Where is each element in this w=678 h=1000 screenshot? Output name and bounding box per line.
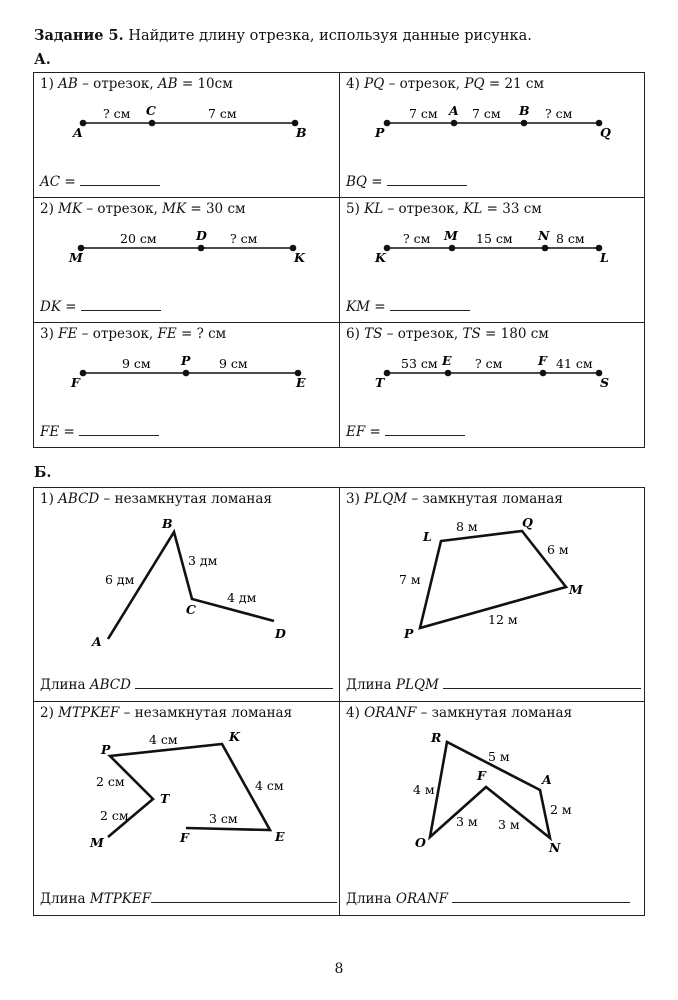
measure-label: 2 м	[550, 802, 572, 817]
measure-label: 2 см	[100, 808, 129, 823]
polyline-figure	[34, 702, 339, 915]
point-label: M	[569, 582, 583, 597]
measure-label: ? см	[230, 231, 258, 246]
point-label: F	[71, 375, 80, 390]
cell-heading: 3) FE – отрезок, FE = ? см	[40, 326, 227, 342]
point-label: E	[275, 829, 285, 844]
cell-b2	[34, 702, 340, 916]
point-label: P	[404, 626, 414, 641]
cell-heading: 1) AB – отрезок, AB = 10см	[40, 76, 233, 92]
answer-blank[interactable]	[151, 890, 337, 903]
cell-heading: 5) KL – отрезок, KL = 33 см	[346, 201, 542, 217]
answer-blank[interactable]	[81, 298, 161, 311]
point-label: L	[600, 250, 609, 265]
point-label: K	[375, 250, 386, 265]
cell-heading: 4) PQ – отрезок, PQ = 21 см	[346, 76, 544, 92]
measure-label: 6 дм	[105, 572, 135, 587]
point-label: P	[181, 353, 191, 368]
point-label: A	[542, 772, 552, 787]
task-label: Задание 5.	[34, 27, 124, 44]
broken-line	[108, 744, 270, 837]
cell-a5	[340, 198, 645, 323]
point-label: P	[375, 125, 385, 140]
point-label: F	[538, 353, 547, 368]
cell-heading: 6) TS – отрезок, TS = 180 см	[346, 326, 549, 342]
point-label: E	[442, 353, 452, 368]
point-label: B	[162, 516, 173, 531]
point-label: M	[444, 228, 458, 243]
measure-label: 3 дм	[188, 553, 218, 568]
measure-label: ? см	[545, 106, 573, 121]
point-label: Q	[600, 125, 611, 140]
point-label: R	[431, 730, 442, 745]
answer-line: Длина ORANF	[346, 890, 630, 907]
answer-line: Длина ABCD	[40, 676, 333, 693]
answer-blank[interactable]	[135, 676, 333, 689]
answer-blank[interactable]	[80, 173, 160, 186]
point-label: N	[549, 840, 561, 855]
answer-blank[interactable]	[385, 423, 465, 436]
measure-label: 3 м	[456, 814, 478, 829]
measure-label: 6 м	[547, 542, 569, 557]
measure-label: 7 см	[208, 106, 237, 121]
polyline-figure	[340, 488, 644, 701]
point-label: A	[73, 125, 83, 140]
measure-label: 8 см	[556, 231, 585, 246]
measure-label: 15 см	[476, 231, 513, 246]
measure-label: 9 см	[219, 356, 248, 371]
answer-blank[interactable]	[387, 173, 467, 186]
point-label: S	[600, 375, 610, 390]
point-label: D	[275, 626, 286, 641]
measure-label: 9 см	[122, 356, 151, 371]
answer-line: KM =	[346, 298, 470, 315]
measure-label: 4 см	[149, 732, 178, 747]
point-label: D	[196, 228, 207, 243]
answer-blank[interactable]	[390, 298, 470, 311]
measure-label: 7 м	[399, 572, 421, 587]
answer-line: FE =	[40, 423, 159, 440]
measure-label: 7 см	[409, 106, 438, 121]
measure-label: 12 м	[488, 612, 518, 627]
point-label: O	[415, 835, 426, 850]
answer-line: AC =	[40, 173, 160, 190]
cell-heading: 4) ORANF – замкнутая ломаная	[346, 705, 573, 721]
task-text: Найдите длину отрезка, используя данные рисунка.	[128, 28, 532, 44]
point-label: T	[375, 375, 385, 390]
cell-a6	[340, 323, 645, 448]
measure-label: 3 см	[209, 811, 238, 826]
measure-label: 4 см	[255, 778, 284, 793]
measure-label: 8 м	[456, 519, 478, 534]
answer-line: EF =	[346, 423, 465, 440]
measure-label: 4 дм	[227, 590, 257, 605]
point-label: E	[296, 375, 306, 390]
answer-line: Длина MTPKEF	[40, 890, 337, 907]
point-label: F	[477, 768, 486, 783]
part-b-label: Б.	[34, 464, 52, 481]
cell-a4	[340, 73, 645, 198]
part-b-table	[33, 487, 645, 916]
point-label: P	[101, 742, 111, 757]
polyline-figure	[34, 488, 339, 701]
answer-blank[interactable]	[79, 423, 159, 436]
point-label: T	[160, 791, 170, 806]
cell-a1	[34, 73, 340, 198]
point-label: C	[186, 602, 196, 617]
task-heading	[34, 27, 532, 44]
answer-line: DK =	[40, 298, 161, 315]
answer-blank[interactable]	[443, 676, 641, 689]
measure-label: 41 см	[556, 356, 593, 371]
measure-label: 53 см	[401, 356, 438, 371]
part-a-label: А.	[34, 51, 51, 68]
point-label: M	[90, 835, 104, 850]
point-label: F	[180, 830, 189, 845]
measure-label: 3 м	[498, 817, 520, 832]
part-a-table	[33, 72, 645, 448]
measure-label: 4 м	[413, 782, 435, 797]
point-dot	[149, 120, 156, 127]
cell-heading: 1) ABCD – незамкнутая ломаная	[40, 491, 272, 507]
answer-line: Длина PLQM	[346, 676, 641, 693]
page-number: 8	[334, 961, 344, 977]
cell-b3	[340, 488, 645, 702]
answer-line: BQ =	[346, 173, 467, 190]
measure-label: 7 см	[472, 106, 501, 121]
point-label: Q	[522, 515, 533, 530]
point-label: A	[449, 103, 459, 118]
point-label: N	[538, 228, 550, 243]
point-label: C	[146, 103, 156, 118]
point-label: B	[519, 103, 530, 118]
point-label: M	[69, 250, 83, 265]
point-label: A	[92, 634, 102, 649]
point-label: B	[296, 125, 307, 140]
cell-a2	[34, 198, 340, 323]
point-label: K	[229, 729, 240, 744]
cell-heading: 3) PLQM – замкнутая ломаная	[346, 491, 563, 507]
cell-b1	[34, 488, 340, 702]
measure-label: ? см	[103, 106, 131, 121]
point-label: L	[423, 529, 432, 544]
measure-label: ? см	[475, 356, 503, 371]
measure-label: 20 см	[120, 231, 157, 246]
cell-a3	[34, 323, 340, 448]
cell-heading: 2) MTPKEF – незамкнутая ломаная	[40, 705, 293, 721]
answer-blank[interactable]	[452, 890, 630, 903]
measure-label: 5 м	[488, 749, 510, 764]
cell-heading: 2) MK – отрезок, MK = 30 см	[40, 201, 246, 217]
point-label: K	[294, 250, 305, 265]
measure-label: 2 см	[96, 774, 125, 789]
measure-label: ? см	[403, 231, 431, 246]
polyline-figure	[340, 702, 644, 915]
cell-b4	[340, 702, 645, 916]
